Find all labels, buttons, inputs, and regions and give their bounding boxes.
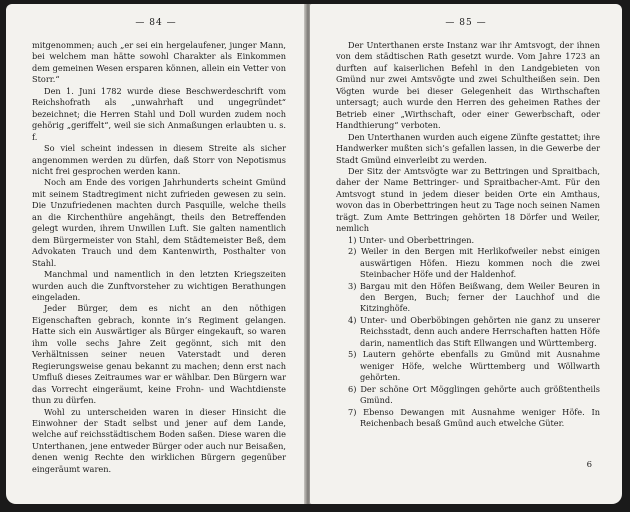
- paragraph: Der Unterthanen erste Instanz war ihr Amtsvogt, der ihnen von dem städtischen Rath gesetzt wurde. Vom Jahre 1723 an durften auf kaiserlichen Befehl in den Landgebieten von Gmünd nur zwei Amtsvögte und zwei Schultheißen sein. Den Vögten wurde bei dieser Gelegenheit das Wirthschaften untersagt; auch wurde den Herren des geheimen Rathes der Betrieb einer „Wirthschaft, oder einer Gewerbschaft, oder Handthierung“ verboten.: [336, 40, 600, 131]
- paragraph: Noch am Ende des vorigen Jahrhunderts scheint Gmünd mit seinem Stadtregiment nicht zufrieden gewesen zu sein. Die Unzufriedenen machten durch Pasquille, welche theils an die Kirchenthüre angehängt, theils den Betreffenden gelegt wurden, ihrem Unwillen Luft. Sie galten namentlich dem Bürgermeister von Stahl, dem Städtemeister Beß, dem Advokaten Trauch und dem Kantenwirth, Posthalter von Stahl.: [32, 177, 286, 268]
- list-item: 6) Der schöne Ort Mögglingen gehörte auch größtentheils Gmünd.: [348, 383, 600, 406]
- page-number: — 84 —: [135, 18, 177, 28]
- paragraph: Manchmal und namentlich in den letzten Kriegszeiten wurden auch die Zunftvorsteher zu wichtigen Berathungen eingeladen.: [32, 269, 286, 302]
- list-item: 4) Unter- und Oberböbingen gehörten nie ganz zu unserer Reichsstadt, denn auch andere Herrschaften hatten Höfe darin, namentlich das Stift Ellwangen und Württemberg.: [348, 314, 600, 348]
- paragraph: Jeder Bürger, dem es nicht an den nöthigen Eigenschaften gebrach, konnte in’s Regiment gelangen. Hatte sich ein Auswärtiger als Bürger eingekauft, so waren ihm volle sechs Jahre Zeit gegönnt, sich mit den Verhältnissen seiner neuen Vaterstadt und deren Regierungsweise genau bekannt zu machen; denn erst nach Umfluß dieses Zeitraumes war er wählbar. Den Bürgern war das Vorrecht eingeräumt, keine Frohn- und Wachtdienste thun zu dürfen.: [32, 303, 286, 406]
- list-item: 3) Bargau mit den Höfen Beißwang, dem Weiler Beuren in den Bergen, Buch; ferner der Lauchhof und die Kitzinghöfe.: [348, 280, 600, 314]
- right-page: [310, 4, 622, 504]
- list-item: 5) Lautern gehörte ebenfalls zu Gmünd mit Ausnahme weniger Höfe, welche Württemberg und Wöllwarth gehörten.: [348, 349, 600, 383]
- place-list: [336, 235, 600, 430]
- right-page-paragraphs: [336, 40, 600, 235]
- paragraph: Der Sitz der Amtsvögte war zu Bettringen und Spraitbach, daher der Name Bettringer- und Spraitbacher-Amt. Für den Amtsvogt stund in jedem dieser beiden Orte ein Amthaus, wovon das in Oberbettringen heut zu Tage noch seinen Namen trägt. Zum Amte Bettringen gehörten 18 Dörfer und Weiler, nemlich: [336, 165, 600, 234]
- paragraph: So viel scheint indessen in diesem Streite als sicher angenommen werden zu dürfen, daß Storr von Nepotismus nicht frei gesprochen werden kann.: [32, 143, 286, 176]
- signature-mark: 6: [586, 460, 592, 470]
- left-page: [6, 4, 306, 504]
- list-item: 7) Ebenso Dewangen mit Ausnahme weniger Höfe. In Reichenbach besaß Gmünd auch etwelche Güter.: [348, 406, 600, 428]
- paragraph: mitgenommen; auch „er sei ein hergelaufener, junger Mann, bei welchem man hätte sowohl Charakter als Einkommen dem gemeinen Wesen ersparen können, allein ein Vetter von Storr.“: [32, 40, 286, 85]
- list-item: 1) Unter- und Oberbettringen.: [348, 234, 475, 245]
- paragraph: Den 1. Juni 1782 wurde diese Beschwerdeschrift vom Reichshofrath als „unwahrhaft und ungegründet“ bezeichnet; die Herren Stahl und Doll wurden zudem noch gehörig „geriffelt“, weil sie sich Anmaßungen erlaubten u. s. f.: [32, 85, 286, 142]
- right-page-text: [336, 40, 600, 429]
- left-page-text: [32, 40, 286, 475]
- book-spread: [6, 4, 622, 504]
- list-item: 2) Weiler in den Bergen mit Herlikofweiler nebst einigen auswärtigen Höfen. Hiezu kommen noch die zwei Steinbacher Höfe und der Haldenhof.: [348, 246, 600, 280]
- page-number: — 85 —: [445, 18, 487, 28]
- paragraph: Den Unterthanen wurden auch eigene Zünfte gestattet; ihre Handwerker mußten sich’s gefallen lassen, in die Gewerbe der Stadt Gmünd einverleibt zu werden.: [336, 131, 600, 165]
- paragraph: Wohl zu unterscheiden waren in dieser Hinsicht die Einwohner der Stadt selbst und jener auf dem Lande, welche auf reichsstädtischem Boden saßen. Diese waren die Unterthanen, jene entweder Bürger oder auch nur Beisaßen, denen wenig Rechte den wirklichen Bürgern gegenüber eingeräumt waren.: [32, 406, 287, 474]
